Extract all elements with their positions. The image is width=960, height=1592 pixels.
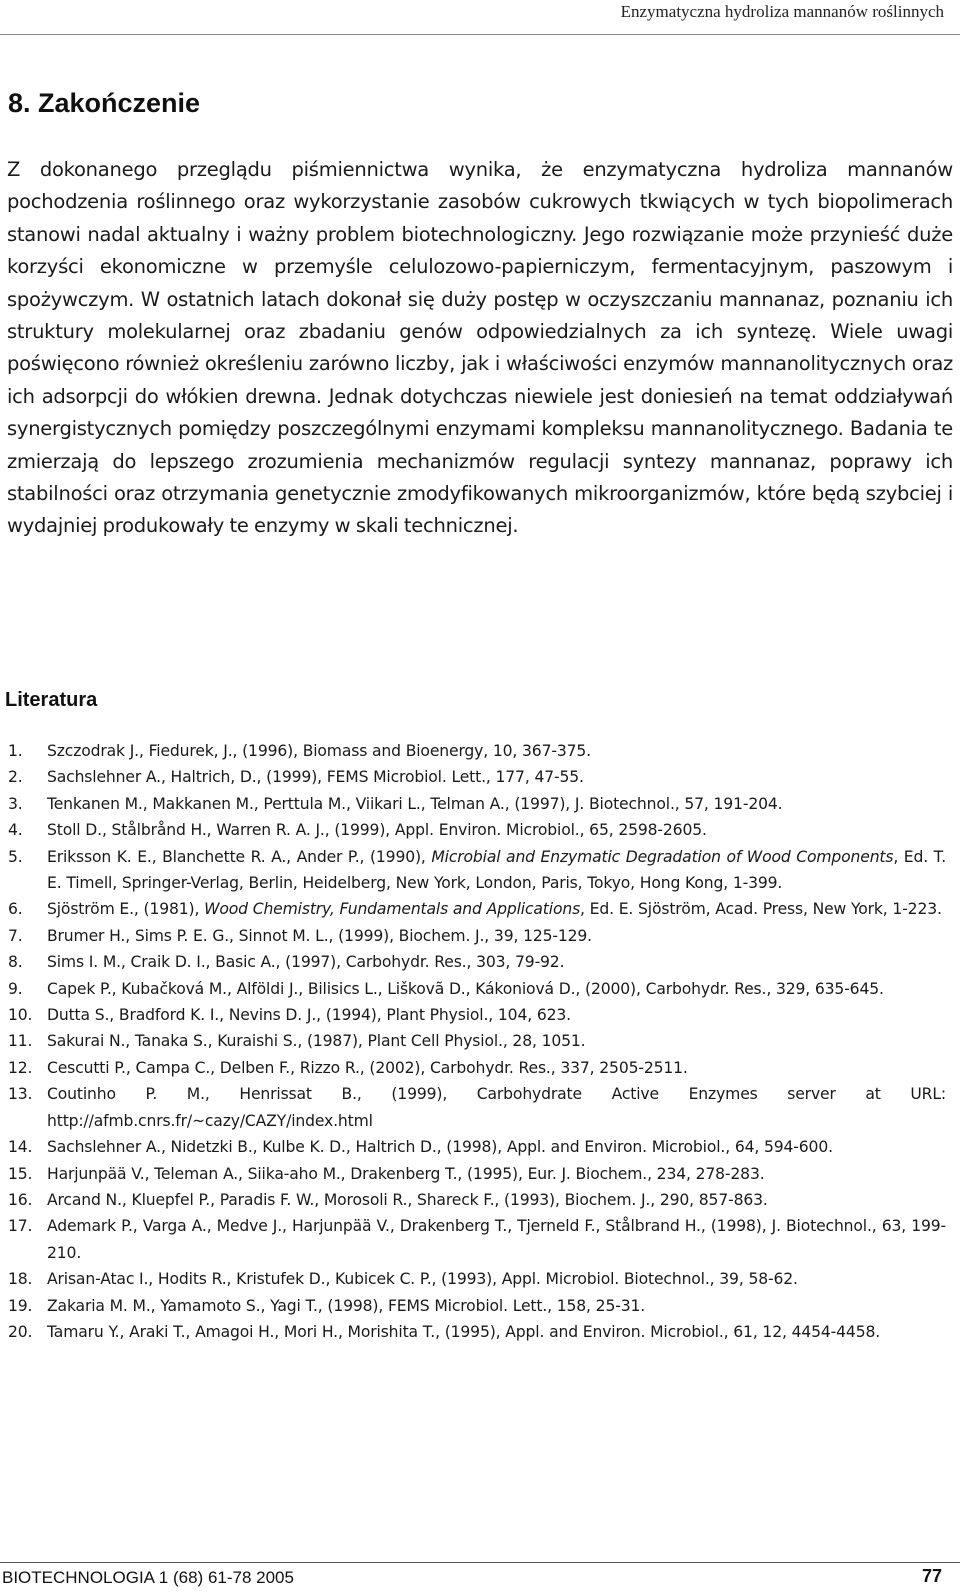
reference-text: Harjunpää V., Teleman A., Siika-aho M., Drakenberg T., (1995), Eur. J. Biochem., 234, 278-283.: [47, 1164, 765, 1183]
reference-text: Zakaria M. M., Yamamoto S., Yagi T., (1998), FEMS Microbiol. Lett., 158, 25-31.: [47, 1296, 646, 1315]
reference-text: Dutta S., Bradford K. I., Nevins D. J., (1994), Plant Physiol., 104, 623.: [47, 1006, 571, 1025]
reference-number: 18.: [8, 1270, 33, 1289]
reference-number: 1.: [8, 742, 23, 760]
reference-text: Sims I. M., Craik D. I., Basic A., (1997), Carbohydr. Res., 303, 79-92.: [47, 953, 565, 972]
header-divider: [0, 34, 960, 35]
reference-title: Microbial and Enzymatic Degradation of Wood Components: [431, 847, 894, 866]
reference-number: 13.: [8, 1085, 33, 1104]
journal-citation: BIOTECHNOLOGIA 1 (68) 61-78 2005: [2, 1568, 294, 1587]
reference-number: 5.: [8, 847, 23, 866]
reference-item: [0, 738, 946, 764]
reference-item: [0, 1081, 946, 1134]
reference-text: Sakurai N., Tanaka S., Kuraishi S., (1987), Plant Cell Physiol., 28, 1051.: [47, 1032, 586, 1051]
running-header: Enzymatyczna hydroliza mannanów roślinnych: [620, 2, 944, 21]
literature-heading: Literatura: [5, 689, 98, 711]
reference-number: 15.: [8, 1164, 33, 1183]
reference-text: Szczodrak J., Fiedurek, J., (1996), Biomass and Bioenergy, 10, 367-375.: [47, 742, 591, 760]
reference-text: Capek P., Kubačková M., Alföldi J., Bilisics L., Liškovã D., Kákoniová D., (2000), Carbohydr. Res., 329, 635-645.: [47, 979, 884, 998]
reference-item: [0, 1028, 946, 1054]
reference-text: Coutinho P. M., Henrissat B., (1999), Carbohydrate Active Enzymes server at URL: http://afmb.cnrs.fr/~cazy/CAZY/index.html: [47, 1085, 946, 1130]
section-heading: 8. Zakończenie: [8, 88, 201, 118]
reference-number: 2.: [8, 768, 23, 787]
reference-item: [0, 1213, 946, 1266]
reference-item: [0, 791, 946, 817]
reference-item: [0, 1161, 946, 1187]
reference-number: 14.: [8, 1138, 33, 1157]
reference-item: [0, 949, 946, 975]
reference-text: Ademark P., Varga A., Medve J., Harjunpää V., Drakenberg T., Tjerneld F., Stålbrand H., (1998), J. Biotechnol., 63, 199-210.: [47, 1217, 946, 1262]
reference-text: Eriksson K. E., Blanchette R. A., Ander P., (1990),: [47, 847, 432, 866]
reference-number: 19.: [8, 1296, 33, 1315]
reference-item: [0, 976, 946, 1002]
reference-item: [0, 896, 946, 922]
reference-item: [0, 1266, 946, 1292]
reference-text: Arisan-Atac I., Hodits R., Kristufek D., Kubicek C. P., (1993), Appl. Microbiol. Biotechnol., 39, 58-62.: [47, 1270, 798, 1289]
footer-divider: [0, 1562, 960, 1563]
reference-item: [0, 844, 946, 897]
conclusion-paragraph: Z dokonanego przeglądu piśmiennictwa wynika, że enzymatyczna hydroliza mannanów pochodzenia roślinnego oraz wykorzystanie zasobów cukrowych tkwiących w tych biopolimerach stanowi nadal aktualny i ważny problem biotechnologiczny. Jego rozwiązanie może przynieść duże korzyści ekonomiczne w przemyśle celulozowo-papierniczym, fermentacyjnym, paszowym i spożywczym. W ostatnich latach dokonał się duży postęp w oczyszczaniu mannanaz, poznaniu ich struktury molekularnej oraz zbadaniu genów odpowiedzialnych za ich syntezę. Wiele uwagi poświęcono również określeniu zarówno liczby, jak i właściwości enzymów mannanolitycznych oraz ich adsorpcji do włókien drewna. Jednak dotychczas niewiele jest doniesień na temat oddziaływań synergistycznych pomiędzy poszczególnymi enzymami kompleksu mannanolitycznego. Badania te zmierzają do lepszego zrozumienia mechanizmów regulacji syntezy mannanaz, poprawy ich stabilności oraz otrzymania genetycznie zmodyfikowanych mikroorganizmów, które będą szybciej i wydajniej produkowały te enzymy w skali technicznej.: [7, 158, 953, 538]
reference-number: 11.: [8, 1032, 33, 1051]
page-number: 77: [921, 1566, 942, 1586]
reference-number: 17.: [8, 1217, 33, 1236]
reference-text: Sachslehner A., Haltrich, D., (1999), FEMS Microbiol. Lett., 177, 47-55.: [47, 768, 584, 787]
reference-item: [0, 1134, 946, 1160]
reference-text: Arcand N., Kluepfel P., Paradis F. W., Morosoli R., Shareck F., (1993), Biochem. J., 290, 857-863.: [47, 1190, 768, 1209]
reference-number: 6.: [8, 900, 23, 919]
reference-number: 9.: [8, 979, 23, 998]
reference-item: [0, 1055, 946, 1081]
reference-item: [0, 1002, 946, 1028]
reference-number: 3.: [8, 794, 23, 813]
reference-number: 4.: [8, 821, 23, 840]
reference-item: [0, 1293, 946, 1319]
reference-item: [0, 1187, 946, 1213]
reference-item: [0, 817, 946, 843]
reference-text: Stoll D., Stålbrånd H., Warren R. A. J., (1999), Appl. Environ. Microbiol., 65, 2598-2605.: [47, 821, 707, 840]
reference-number: 10.: [8, 1006, 33, 1025]
reference-number: 12.: [8, 1058, 33, 1077]
reference-item: [0, 1319, 946, 1345]
reference-text: Sachslehner A., Nidetzki B., Kulbe K. D., Haltrich D., (1998), Appl. and Environ. Microbiol., 64, 594-600.: [47, 1138, 833, 1157]
reference-number: 20.: [8, 1322, 33, 1341]
reference-text: , Ed. E. Sjöström, Acad. Press, New York, 1-223.: [580, 900, 942, 919]
reference-text: Brumer H., Sims P. E. G., Sinnot M. L., (1999), Biochem. J., 39, 125-129.: [47, 926, 592, 945]
reference-title: Wood Chemistry, Fundamentals and Applications: [204, 900, 581, 919]
reference-text: Tenkanen M., Makkanen M., Perttula M., Viikari L., Telman A., (1997), J. Biotechnol., 57, 191-204.: [47, 794, 783, 813]
reference-text: Sjöström E., (1981),: [47, 900, 205, 919]
reference-list: [0, 738, 946, 1345]
reference-text: , Ed. T. E. Timell, Springer-Verlag, Berlin, Heidelberg, New York, London, Paris, Tokyo, Hong Kong, 1-399.: [47, 847, 946, 893]
reference-item: [0, 923, 946, 949]
reference-number: 7.: [8, 926, 23, 945]
reference-item: [0, 764, 946, 790]
reference-text: Cescutti P., Campa C., Delben F., Rizzo R., (2002), Carbohydr. Res., 337, 2505-2511.: [47, 1058, 688, 1077]
reference-number: 16.: [8, 1190, 33, 1209]
reference-text: Tamaru Y., Araki T., Amagoi H., Mori H., Morishita T., (1995), Appl. and Environ. Microbiol., 61, 12, 4454-4458.: [47, 1322, 881, 1341]
reference-number: 8.: [8, 953, 23, 972]
